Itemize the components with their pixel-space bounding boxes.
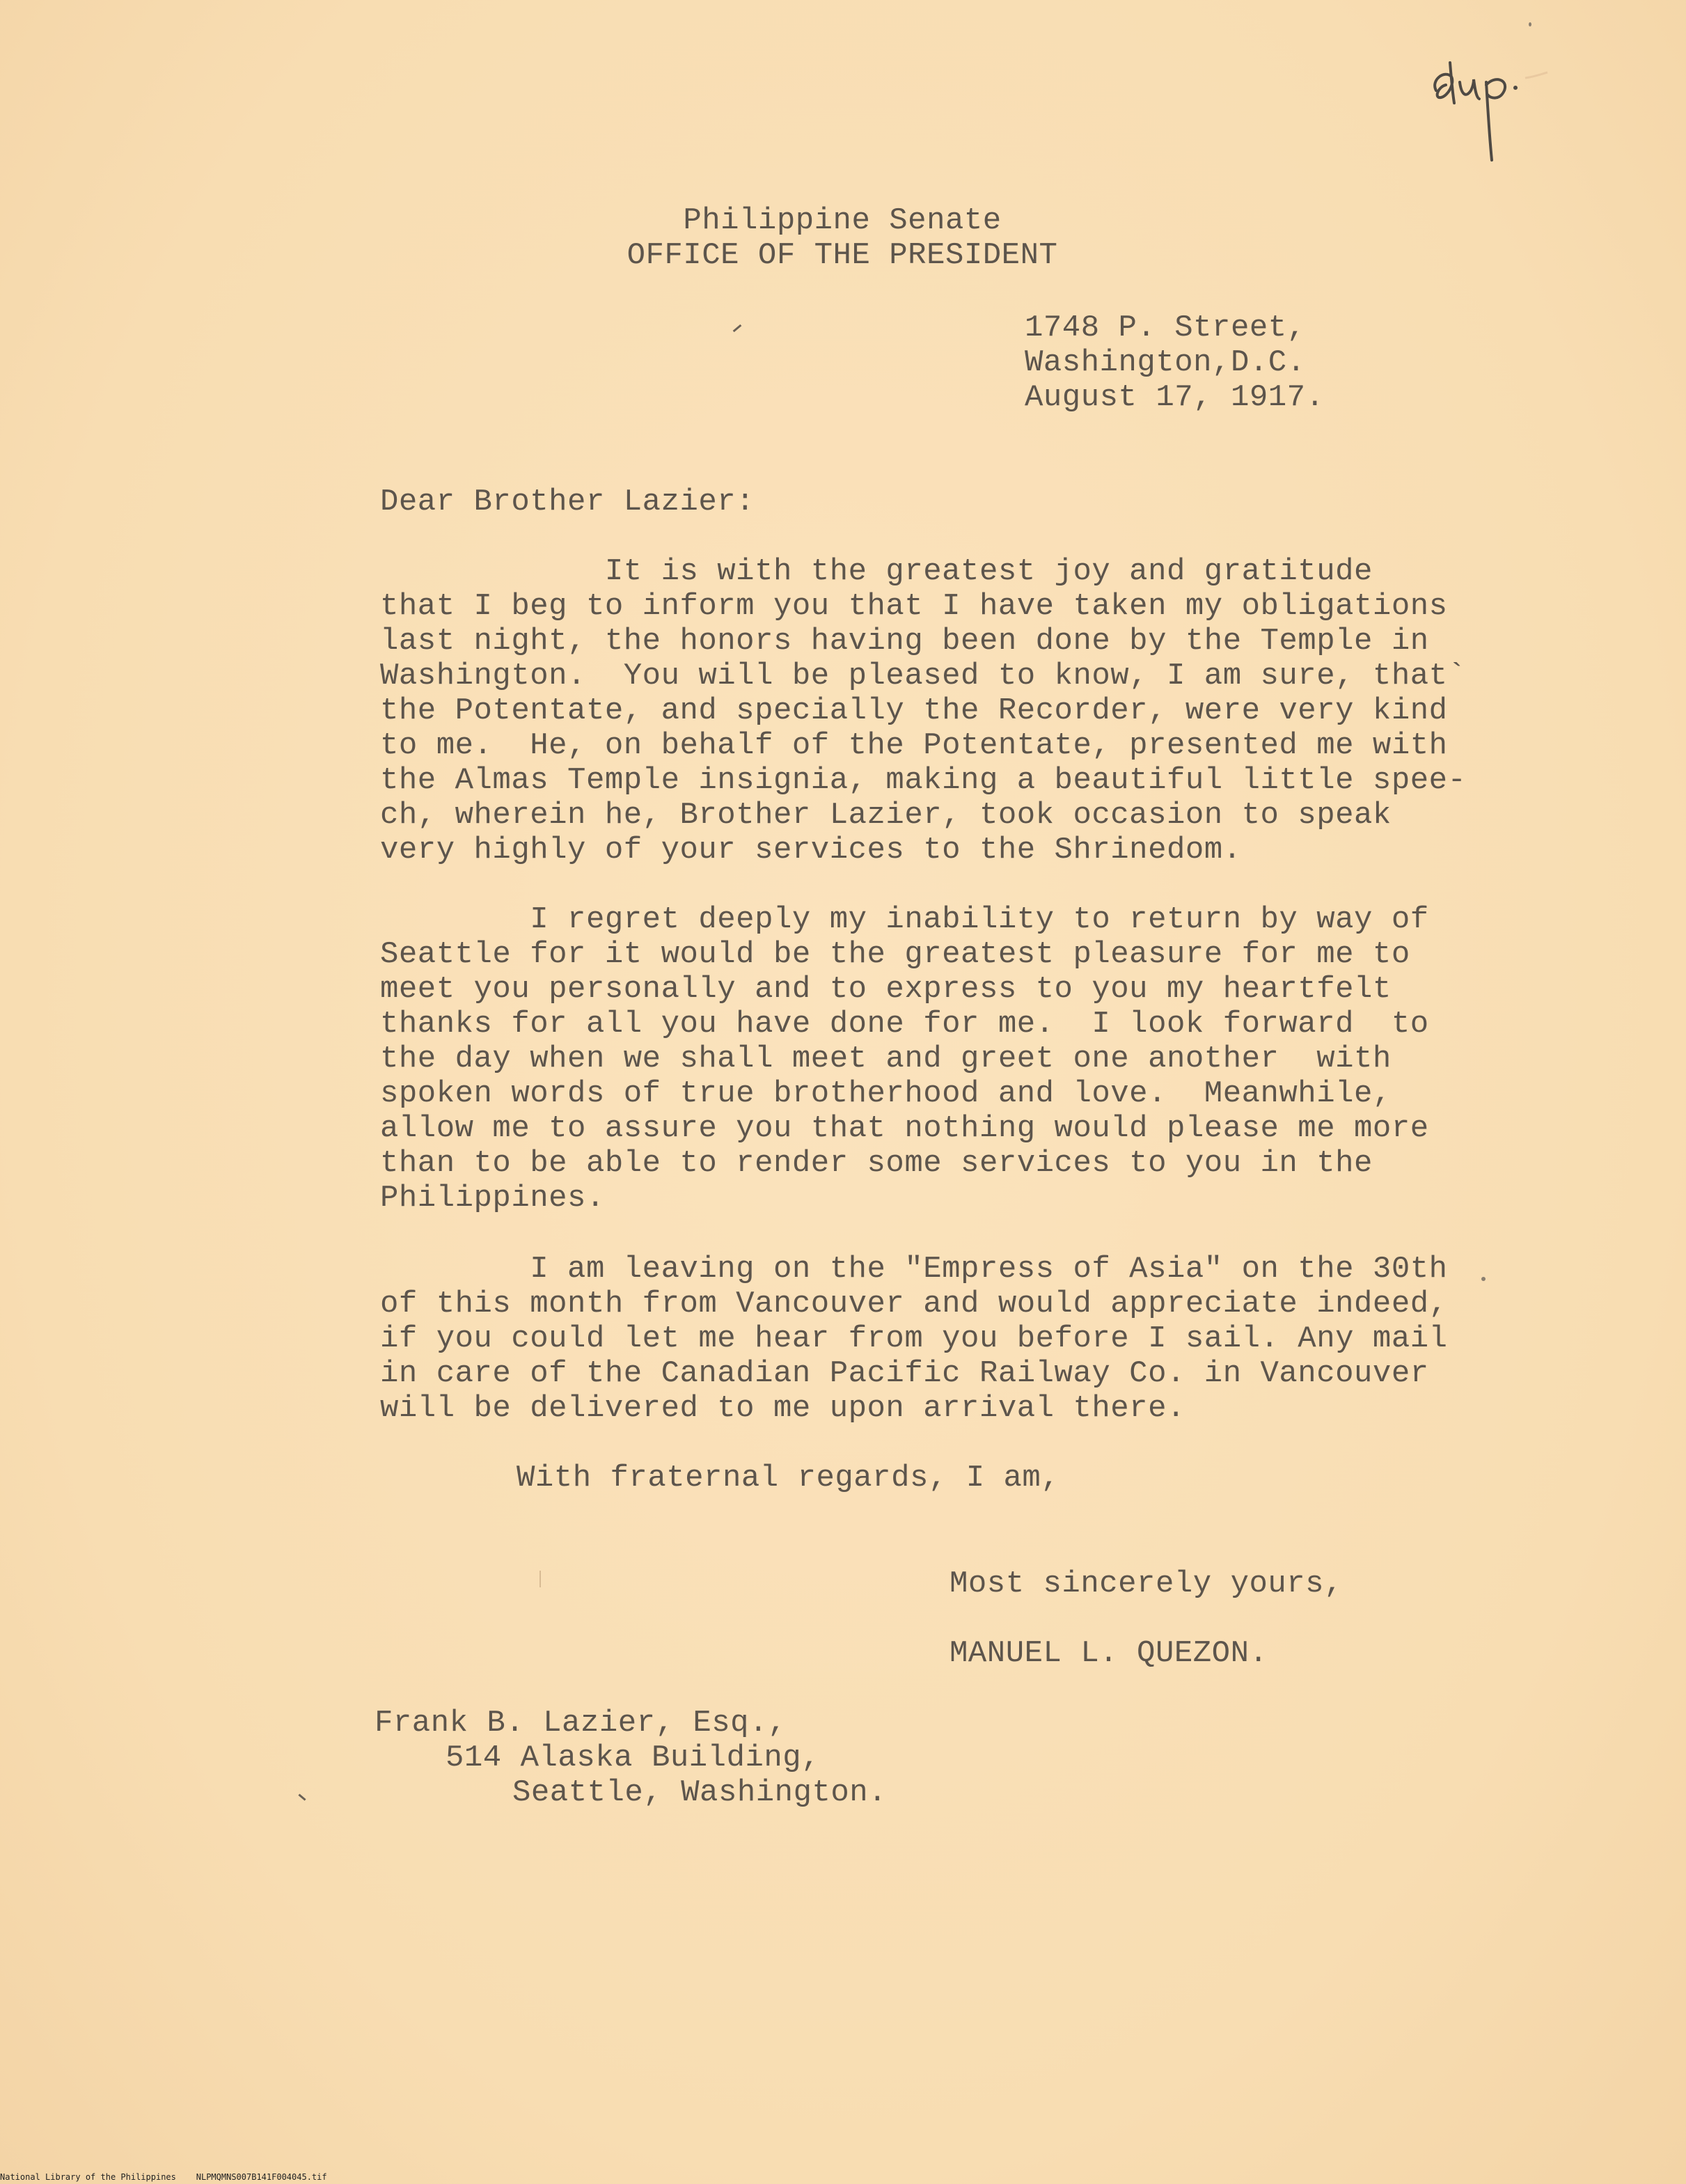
- paragraph-line: meet you personally and to express to you my heartfelt: [380, 972, 1392, 1007]
- senate-header: Philippine Senate: [683, 203, 1002, 238]
- recipient-building: 514 Alaska Building,: [446, 1741, 821, 1775]
- paragraph-line: in care of the Canadian Pacific Railway Co. in Vancouver: [380, 1356, 1429, 1391]
- paragraph-line: the Potentate, and specially the Recorder, were very kind: [380, 693, 1448, 728]
- letter-date: August 17, 1917.: [1025, 380, 1325, 415]
- paragraph-line: I am leaving on the "Empress of Asia" on the 30th: [380, 1252, 1448, 1287]
- signature-typed: MANUEL L. QUEZON.: [950, 1636, 1268, 1671]
- paragraph-line: Washington. You will be pleased to know, I am sure, that`: [380, 659, 1467, 693]
- paragraph-line: the Almas Temple insignia, making a beautiful little spee-: [380, 763, 1467, 798]
- paragraph-line: to me. He, on behalf of the Potentate, presented me with: [380, 728, 1448, 763]
- paper-speck: [1529, 22, 1531, 26]
- address-street: 1748 P. Street,: [1025, 311, 1306, 345]
- paragraph-line: Seattle for it would be the greatest pleasure for me to: [380, 937, 1410, 972]
- paragraph-line: that I beg to inform you that I have taken my obligations: [380, 589, 1448, 624]
- paragraph-line: than to be able to render some services to you in the: [380, 1146, 1373, 1181]
- scan-footer: National Library of the Philippines NLPMQMNS007B141F004045.tif: [0, 2172, 327, 2182]
- recipient-name: Frank B. Lazier, Esq.,: [375, 1706, 787, 1741]
- paper-mark: [539, 1571, 541, 1587]
- paragraph-line: allow me to assure you that nothing would please me more: [380, 1111, 1429, 1146]
- office-header: OFFICE OF THE PRESIDENT: [627, 238, 1058, 273]
- paragraph-line: very highly of your services to the Shrinedom.: [380, 833, 1242, 867]
- closing-line: With fraternal regards, I am,: [517, 1461, 1060, 1495]
- paragraph-line: I regret deeply my inability to return by way of: [380, 902, 1429, 937]
- paragraph-line: Philippines.: [380, 1181, 605, 1216]
- paper-mark: [733, 324, 742, 332]
- paragraph-line: thanks for all you have done for me. I look forward to: [380, 1007, 1429, 1042]
- paragraph-line: will be delivered to me upon arrival there.: [380, 1391, 1185, 1426]
- paragraph-line: It is with the greatest joy and gratitude: [380, 554, 1373, 589]
- complimentary-close: Most sincerely yours,: [950, 1566, 1343, 1601]
- paragraph-line: of this month from Vancouver and would appreciate indeed,: [380, 1287, 1448, 1321]
- paragraph-line: the day when we shall meet and greet one another with: [380, 1042, 1392, 1076]
- paragraph-line: ch, wherein he, Brother Lazier, took occasion to speak: [380, 798, 1392, 833]
- paper-mark: [298, 1793, 306, 1800]
- paragraph-line: last night, the honors having been done by the Temple in: [380, 624, 1429, 659]
- paragraph-line: spoken words of true brotherhood and love. Meanwhile,: [380, 1076, 1392, 1111]
- handwritten-dup-annotation: [1431, 42, 1549, 167]
- address-city: Washington,D.C.: [1025, 345, 1306, 380]
- paper-speck: [1481, 1277, 1486, 1281]
- recipient-city: Seattle, Washington.: [512, 1775, 888, 1810]
- salutation: Dear Brother Lazier:: [380, 485, 755, 519]
- paragraph-line: if you could let me hear from you before I sail. Any mail: [380, 1321, 1448, 1356]
